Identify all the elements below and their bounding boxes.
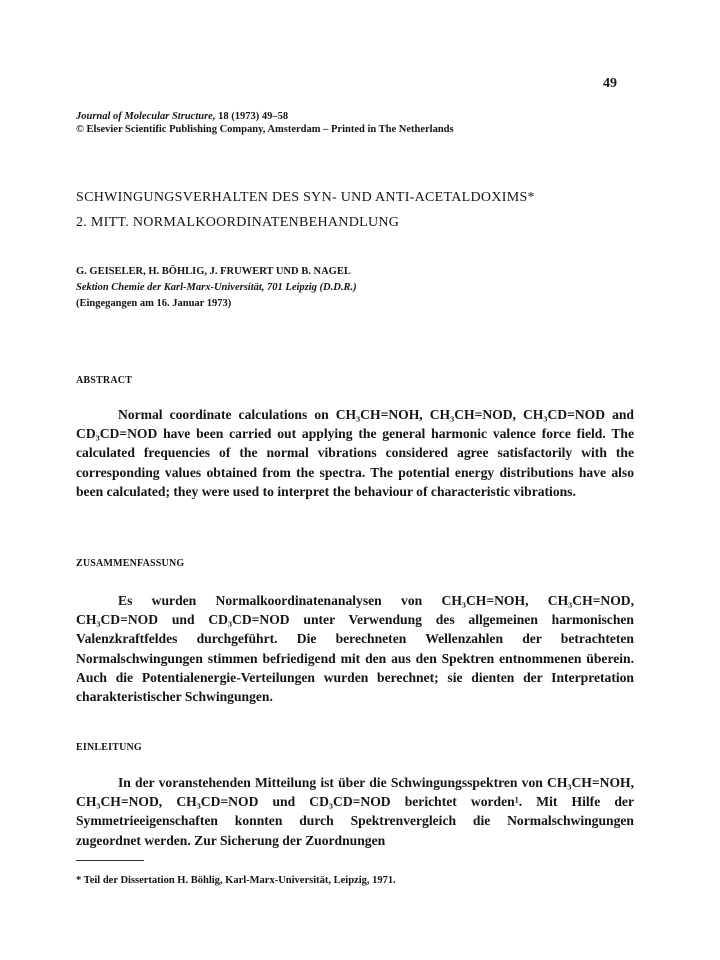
title-line-2: 2. MITT. NORMALKOORDINATENBEHANDLUNG: [76, 215, 400, 230]
footnote-divider: [76, 860, 144, 861]
journal-header: [76, 110, 454, 136]
author-names: G. GEISELER, H. BÖHLIG, J. FRUWERT UND B. NAGEL: [76, 266, 351, 277]
zusammenfassung-heading: ZUSAMMENFASSUNG: [76, 558, 185, 569]
author-block: [76, 264, 357, 312]
page-number: 49: [603, 76, 617, 91]
author-affiliation: Sektion Chemie der Karl-Marx-Universität, 701 Leipzig (D.D.R.): [76, 282, 357, 293]
footnote: * Teil der Dissertation H. Böhlig, Karl-Marx-Universität, Leipzig, 1971.: [76, 875, 396, 886]
title-line-1: SCHWINGUNGSVERHALTEN DES SYN- UND ANTI-ACETALDOXIMS*: [76, 190, 535, 205]
abstract-text: Normal coordinate calculations on CH₃CH=NOH, CH₃CH=NOD, CH₃CD=NOD and CD₃CD=NOD have been carried out applying the general harmonic valence force field. The calculated frequencies of the normal vibrations considered agree satisfactorily with the corresponding values obtained from the spectra. The potential energy distributions have also been calculated; they were used to interpret the behaviour of characteristic vibrations.: [76, 407, 634, 499]
journal-citation: [76, 110, 454, 123]
einleitung-text: In der voranstehenden Mitteilung ist über die Schwingungsspektren von CH₃CH=NOH, CH₃CH=NOD, CH₃CD=NOD und CD₃CD=NOD berichtet worden¹. Mit Hilfe der Symmetrieeigenschaften konnten durch Spektrenvergleich die Normalschwingungen zugeordnet werden. Zur Sicherung der Zuordnungen: [76, 775, 634, 848]
journal-volume: 18 (1973) 49–58: [215, 111, 289, 122]
journal-copyright: © Elsevier Scientific Publishing Company, Amsterdam – Printed in The Netherlands: [76, 124, 454, 135]
einleitung-heading: EINLEITUNG: [76, 742, 142, 753]
abstract-heading: ABSTRACT: [76, 375, 133, 386]
zusammenfassung-text: Es wurden Normalkoordinatenanalysen von CH₃CH=NOH, CH₃CH=NOD, CH₃CD=NOD und CD₃CD=NOD unter Verwendung des allgemeinen harmonischen Valenzkraftfeldes durchgeführt. Die berechneten Wellenzahlen der betrachteten Normalschwingungen stimmen befriedigend mit den aus den Spektren entnommenen überein. Auch die Potentialenergie-Verteilungen wurden berechnet; sie dienten der Interpretation charakteristischer Schwingungen.: [76, 593, 634, 705]
received-date: (Eingegangen am 16. Januar 1973): [76, 298, 232, 309]
journal-name: Journal of Molecular Structure,: [76, 111, 216, 122]
article-title: [76, 185, 535, 235]
